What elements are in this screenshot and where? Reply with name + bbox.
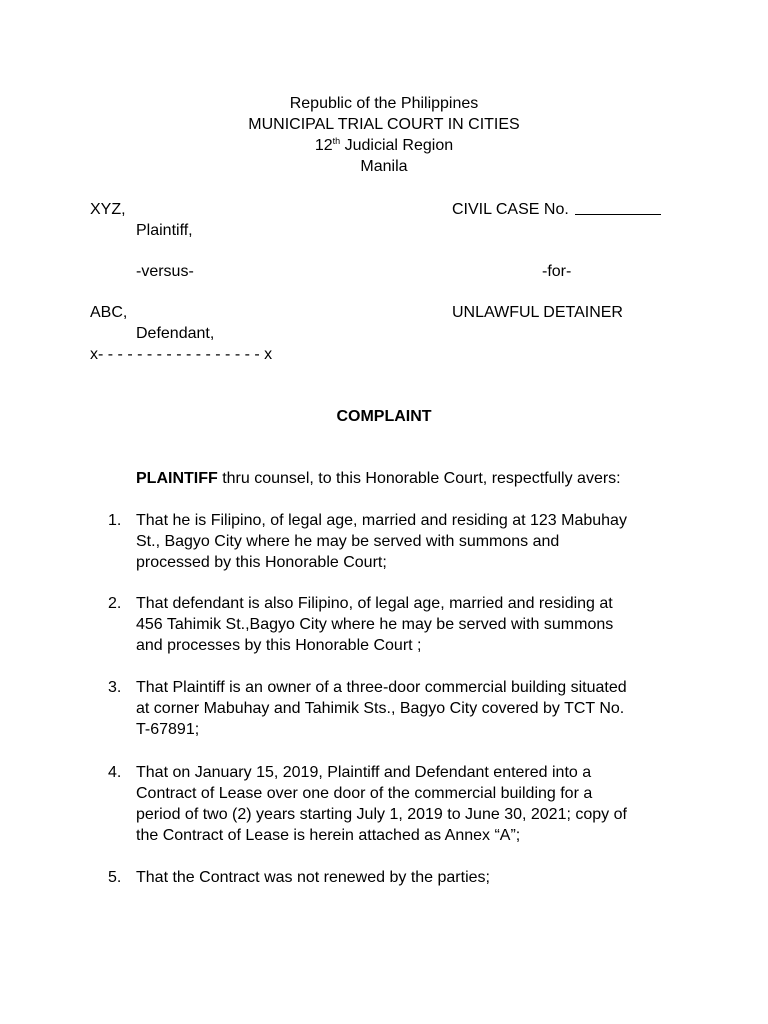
paragraph-line: the Contract of Lease is herein attached as Annex “A”; bbox=[136, 827, 521, 844]
paragraph-number: 3. bbox=[108, 679, 122, 696]
paragraph-line: 456 Tahimik St.,Bagyo City where he may be served with summons bbox=[136, 616, 614, 633]
paragraph-number: 4. bbox=[108, 764, 122, 781]
header-region bbox=[0, 135, 768, 156]
for-label: -for- bbox=[542, 263, 572, 280]
header-region-number: 12 bbox=[314, 137, 333, 154]
paragraph-line: at corner Mabuhay and Tahimik Sts., Bagyo City covered by TCT No. bbox=[136, 700, 625, 717]
paragraph-line: That the Contract was not renewed by the parties; bbox=[136, 869, 490, 886]
case-number-blank bbox=[575, 199, 661, 215]
header-city: Manila bbox=[360, 158, 408, 175]
header-republic: Republic of the Philippines bbox=[289, 95, 479, 112]
versus-label: -versus- bbox=[136, 263, 194, 280]
header-court: MUNICIPAL TRIAL COURT IN CITIES bbox=[248, 116, 520, 133]
defendant-role: Defendant, bbox=[136, 325, 215, 342]
intro-text: thru counsel, to this Honorable Court, respectfully avers: bbox=[217, 470, 621, 487]
case-type: UNLAWFUL DETAINER bbox=[452, 304, 623, 321]
paragraph-line: processed by this Honorable Court; bbox=[136, 554, 387, 571]
paragraph-line: That Plaintiff is an owner of a three-door commercial building situated bbox=[136, 679, 627, 696]
paragraph-line: That he is Filipino, of legal age, married and residing at 123 Mabuhay bbox=[136, 512, 627, 529]
document-title: COMPLAINT bbox=[336, 408, 432, 425]
intro-paragraph bbox=[136, 468, 621, 489]
paragraph-line: Contract of Lease over one door of the commercial building for a bbox=[136, 785, 593, 802]
paragraph-line: St., Bagyo City where he may be served with summons and bbox=[136, 533, 560, 550]
paragraph-number: 2. bbox=[108, 595, 122, 612]
allegation-paragraph bbox=[108, 867, 688, 888]
allegation-paragraph bbox=[108, 593, 688, 656]
header-region-suffix: th bbox=[332, 136, 341, 146]
caption-separator: x- - - - - - - - - - - - - - - - - x bbox=[90, 346, 273, 363]
paragraph-number: 5. bbox=[108, 869, 122, 886]
plaintiff-role: Plaintiff, bbox=[136, 222, 193, 239]
plaintiff-name: XYZ, bbox=[90, 201, 126, 218]
allegation-paragraph bbox=[108, 762, 688, 846]
paragraph-line: That on January 15, 2019, Plaintiff and Defendant entered into a bbox=[136, 764, 592, 781]
paragraph-line: and processes by this Honorable Court ; bbox=[136, 637, 422, 654]
civil-case-label: CIVIL CASE No. bbox=[452, 201, 569, 218]
allegation-paragraph bbox=[108, 510, 688, 573]
paragraph-line: period of two (2) years starting July 1, 2019 to June 30, 2021; copy of bbox=[136, 806, 627, 823]
intro-plaintiff: PLAINTIFF bbox=[136, 470, 218, 487]
paragraph-line: T-67891; bbox=[136, 721, 200, 738]
paragraph-line: That defendant is also Filipino, of legal age, married and residing at bbox=[136, 595, 613, 612]
allegation-paragraph bbox=[108, 677, 688, 740]
paragraph-number: 1. bbox=[108, 512, 122, 529]
civil-case-number bbox=[452, 199, 661, 220]
court-header bbox=[0, 93, 768, 177]
defendant-name: ABC, bbox=[90, 304, 128, 321]
header-region-label: Judicial Region bbox=[340, 137, 454, 154]
